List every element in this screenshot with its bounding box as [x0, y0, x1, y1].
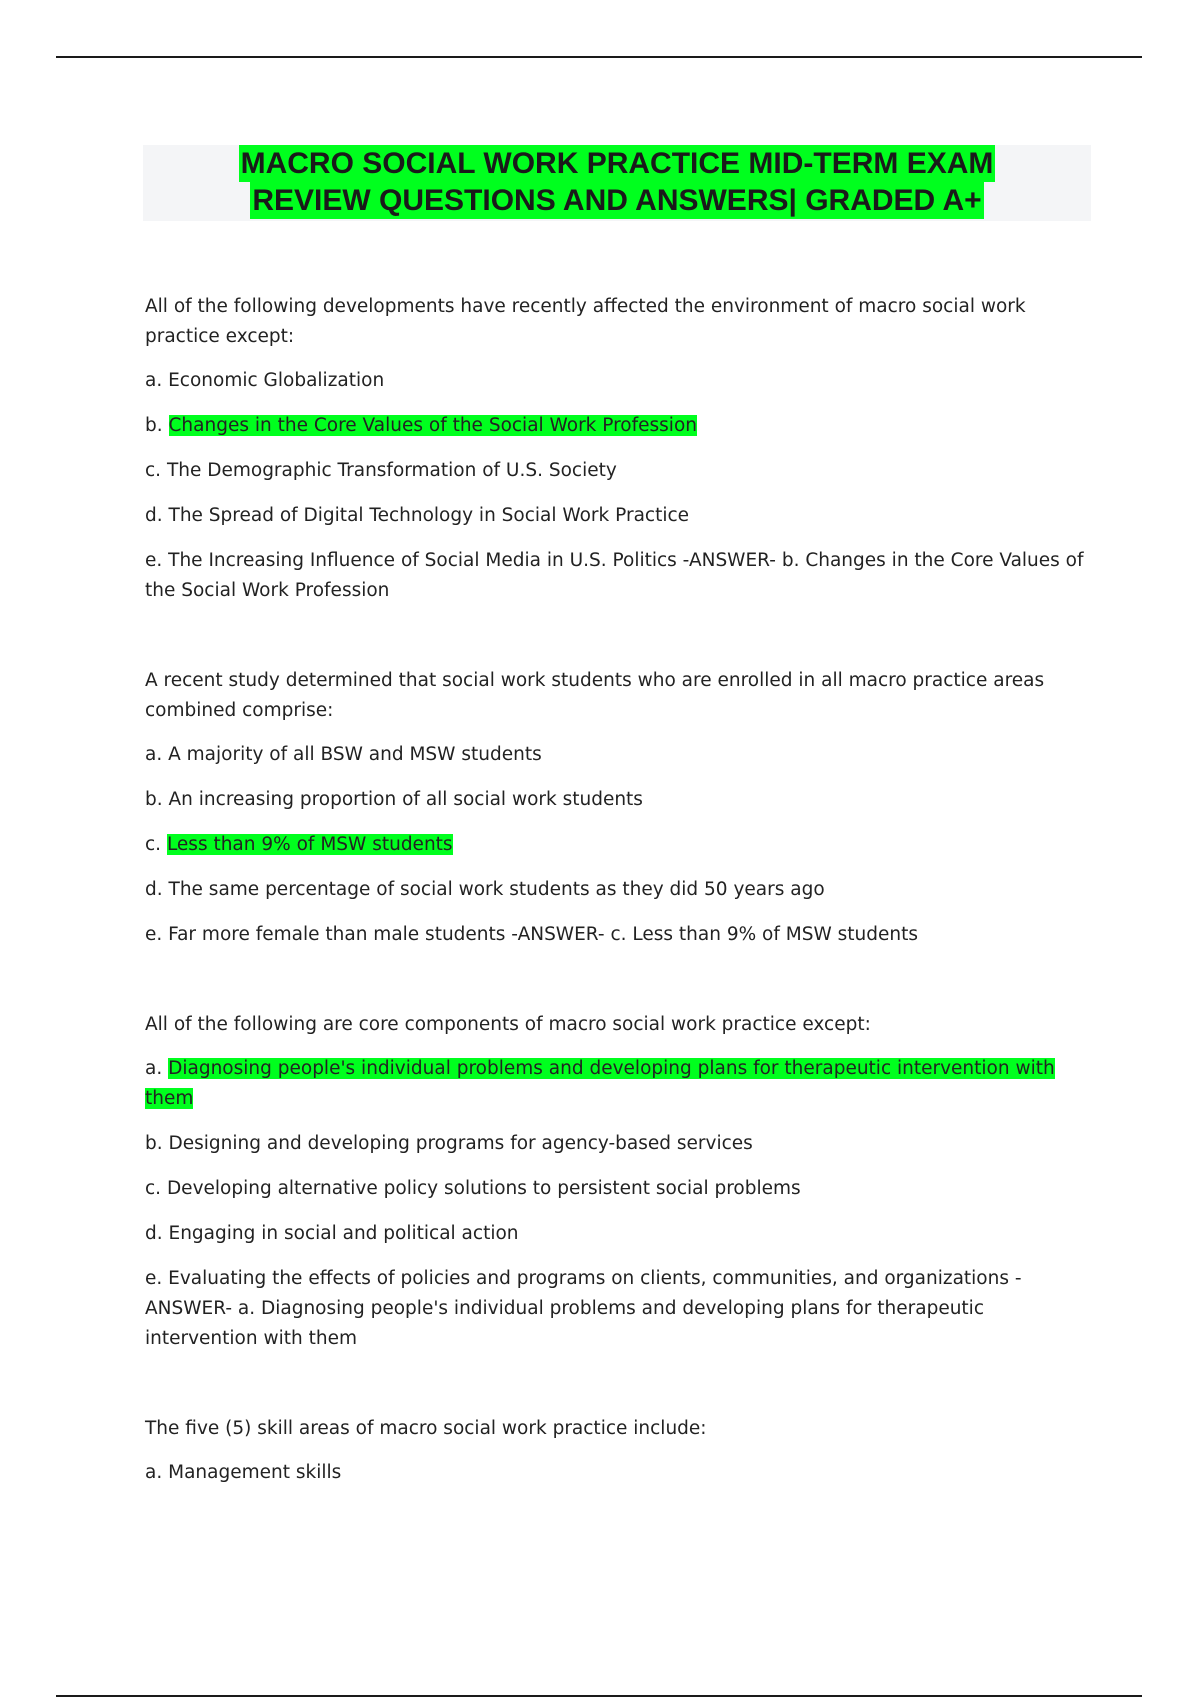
option-text: The Increasing Influence of Social Media in U.S. Politics -ANSWER- b. Changes in the Core Values of the Social Work Profession — [145, 550, 1084, 601]
option-prefix: e. — [145, 550, 169, 571]
title-line-2: REVIEW QUESTIONS AND ANSWERS| GRADED A+ — [252, 184, 982, 217]
option-prefix: b. — [145, 789, 169, 810]
answer-option — [145, 1219, 1085, 1249]
option-text: Evaluating the effects of policies and programs on clients, communities, and organizations -ANSWER- a. Diagnosing people's individual problems and developing plans for therapeutic intervention with them — [145, 1268, 1022, 1349]
option-prefix: c. — [145, 460, 167, 481]
answer-option — [145, 1174, 1085, 1204]
answer-option-correct — [145, 1054, 1085, 1114]
answer-option — [145, 875, 1085, 905]
question-list — [145, 292, 1085, 1488]
answer-option — [145, 546, 1085, 606]
question-block — [145, 666, 1085, 950]
question-text: All of the following are core components of macro social work practice except: — [145, 1014, 871, 1035]
option-prefix: c. — [145, 1178, 167, 1199]
answer-option — [145, 920, 1085, 950]
question-block — [145, 1414, 1085, 1488]
answer-option — [145, 366, 1085, 396]
option-prefix: e. — [145, 924, 169, 945]
question-block — [145, 292, 1085, 606]
top-rule — [56, 56, 1142, 58]
document-title — [143, 145, 1091, 221]
answer-option-correct — [145, 411, 1085, 441]
option-prefix: d. — [145, 505, 169, 526]
option-text: Engaging in social and political action — [168, 1223, 519, 1244]
option-text: A majority of all BSW and MSW students — [168, 744, 542, 765]
option-prefix: d. — [145, 879, 169, 900]
question-text: A recent study determined that social work students who are enrolled in all macro practice areas combined comprise: — [145, 670, 1045, 721]
question-text: All of the following developments have recently affected the environment of macro social work practice except: — [145, 296, 1026, 347]
option-prefix: b. — [145, 415, 169, 436]
option-text: The same percentage of social work students as they did 50 years ago — [168, 879, 825, 900]
option-prefix: a. — [145, 1462, 169, 1483]
title-line-1: MACRO SOCIAL WORK PRACTICE MID-TERM EXAM — [240, 147, 994, 180]
option-text: Economic Globalization — [168, 370, 385, 391]
option-text: Management skills — [168, 1462, 342, 1483]
bottom-rule — [56, 1695, 1142, 1697]
option-text-highlighted: Diagnosing people's individual problems and developing plans for therapeutic intervention with them — [145, 1058, 1055, 1109]
option-prefix: b. — [145, 1133, 169, 1154]
answer-option — [145, 785, 1085, 815]
option-text: Developing alternative policy solutions to persistent social problems — [166, 1178, 801, 1199]
answer-option — [145, 456, 1085, 486]
option-text: Far more female than male students -ANSWER- c. Less than 9% of MSW students — [168, 924, 919, 945]
option-prefix: e. — [145, 1268, 169, 1289]
option-text-highlighted: Changes in the Core Values of the Social Work Profession — [168, 415, 697, 436]
answer-option — [145, 1458, 1085, 1488]
option-text: The Spread of Digital Technology in Social Work Practice — [168, 505, 690, 526]
option-prefix: a. — [145, 1058, 169, 1079]
answer-option-correct — [145, 830, 1085, 860]
option-text: An increasing proportion of all social work students — [168, 789, 643, 810]
option-text: Designing and developing programs for agency-based services — [168, 1133, 753, 1154]
answer-option — [145, 740, 1085, 770]
option-prefix: c. — [145, 834, 167, 855]
answer-option — [145, 501, 1085, 531]
option-prefix: a. — [145, 744, 169, 765]
question-block — [145, 1010, 1085, 1354]
option-text: The Demographic Transformation of U.S. Society — [166, 460, 617, 481]
question-text: The five (5) skill areas of macro social work practice include: — [145, 1418, 707, 1439]
answer-option — [145, 1129, 1085, 1159]
option-prefix: d. — [145, 1223, 169, 1244]
option-text-highlighted: Less than 9% of MSW students — [166, 834, 453, 855]
option-prefix: a. — [145, 370, 169, 391]
answer-option — [145, 1264, 1085, 1354]
